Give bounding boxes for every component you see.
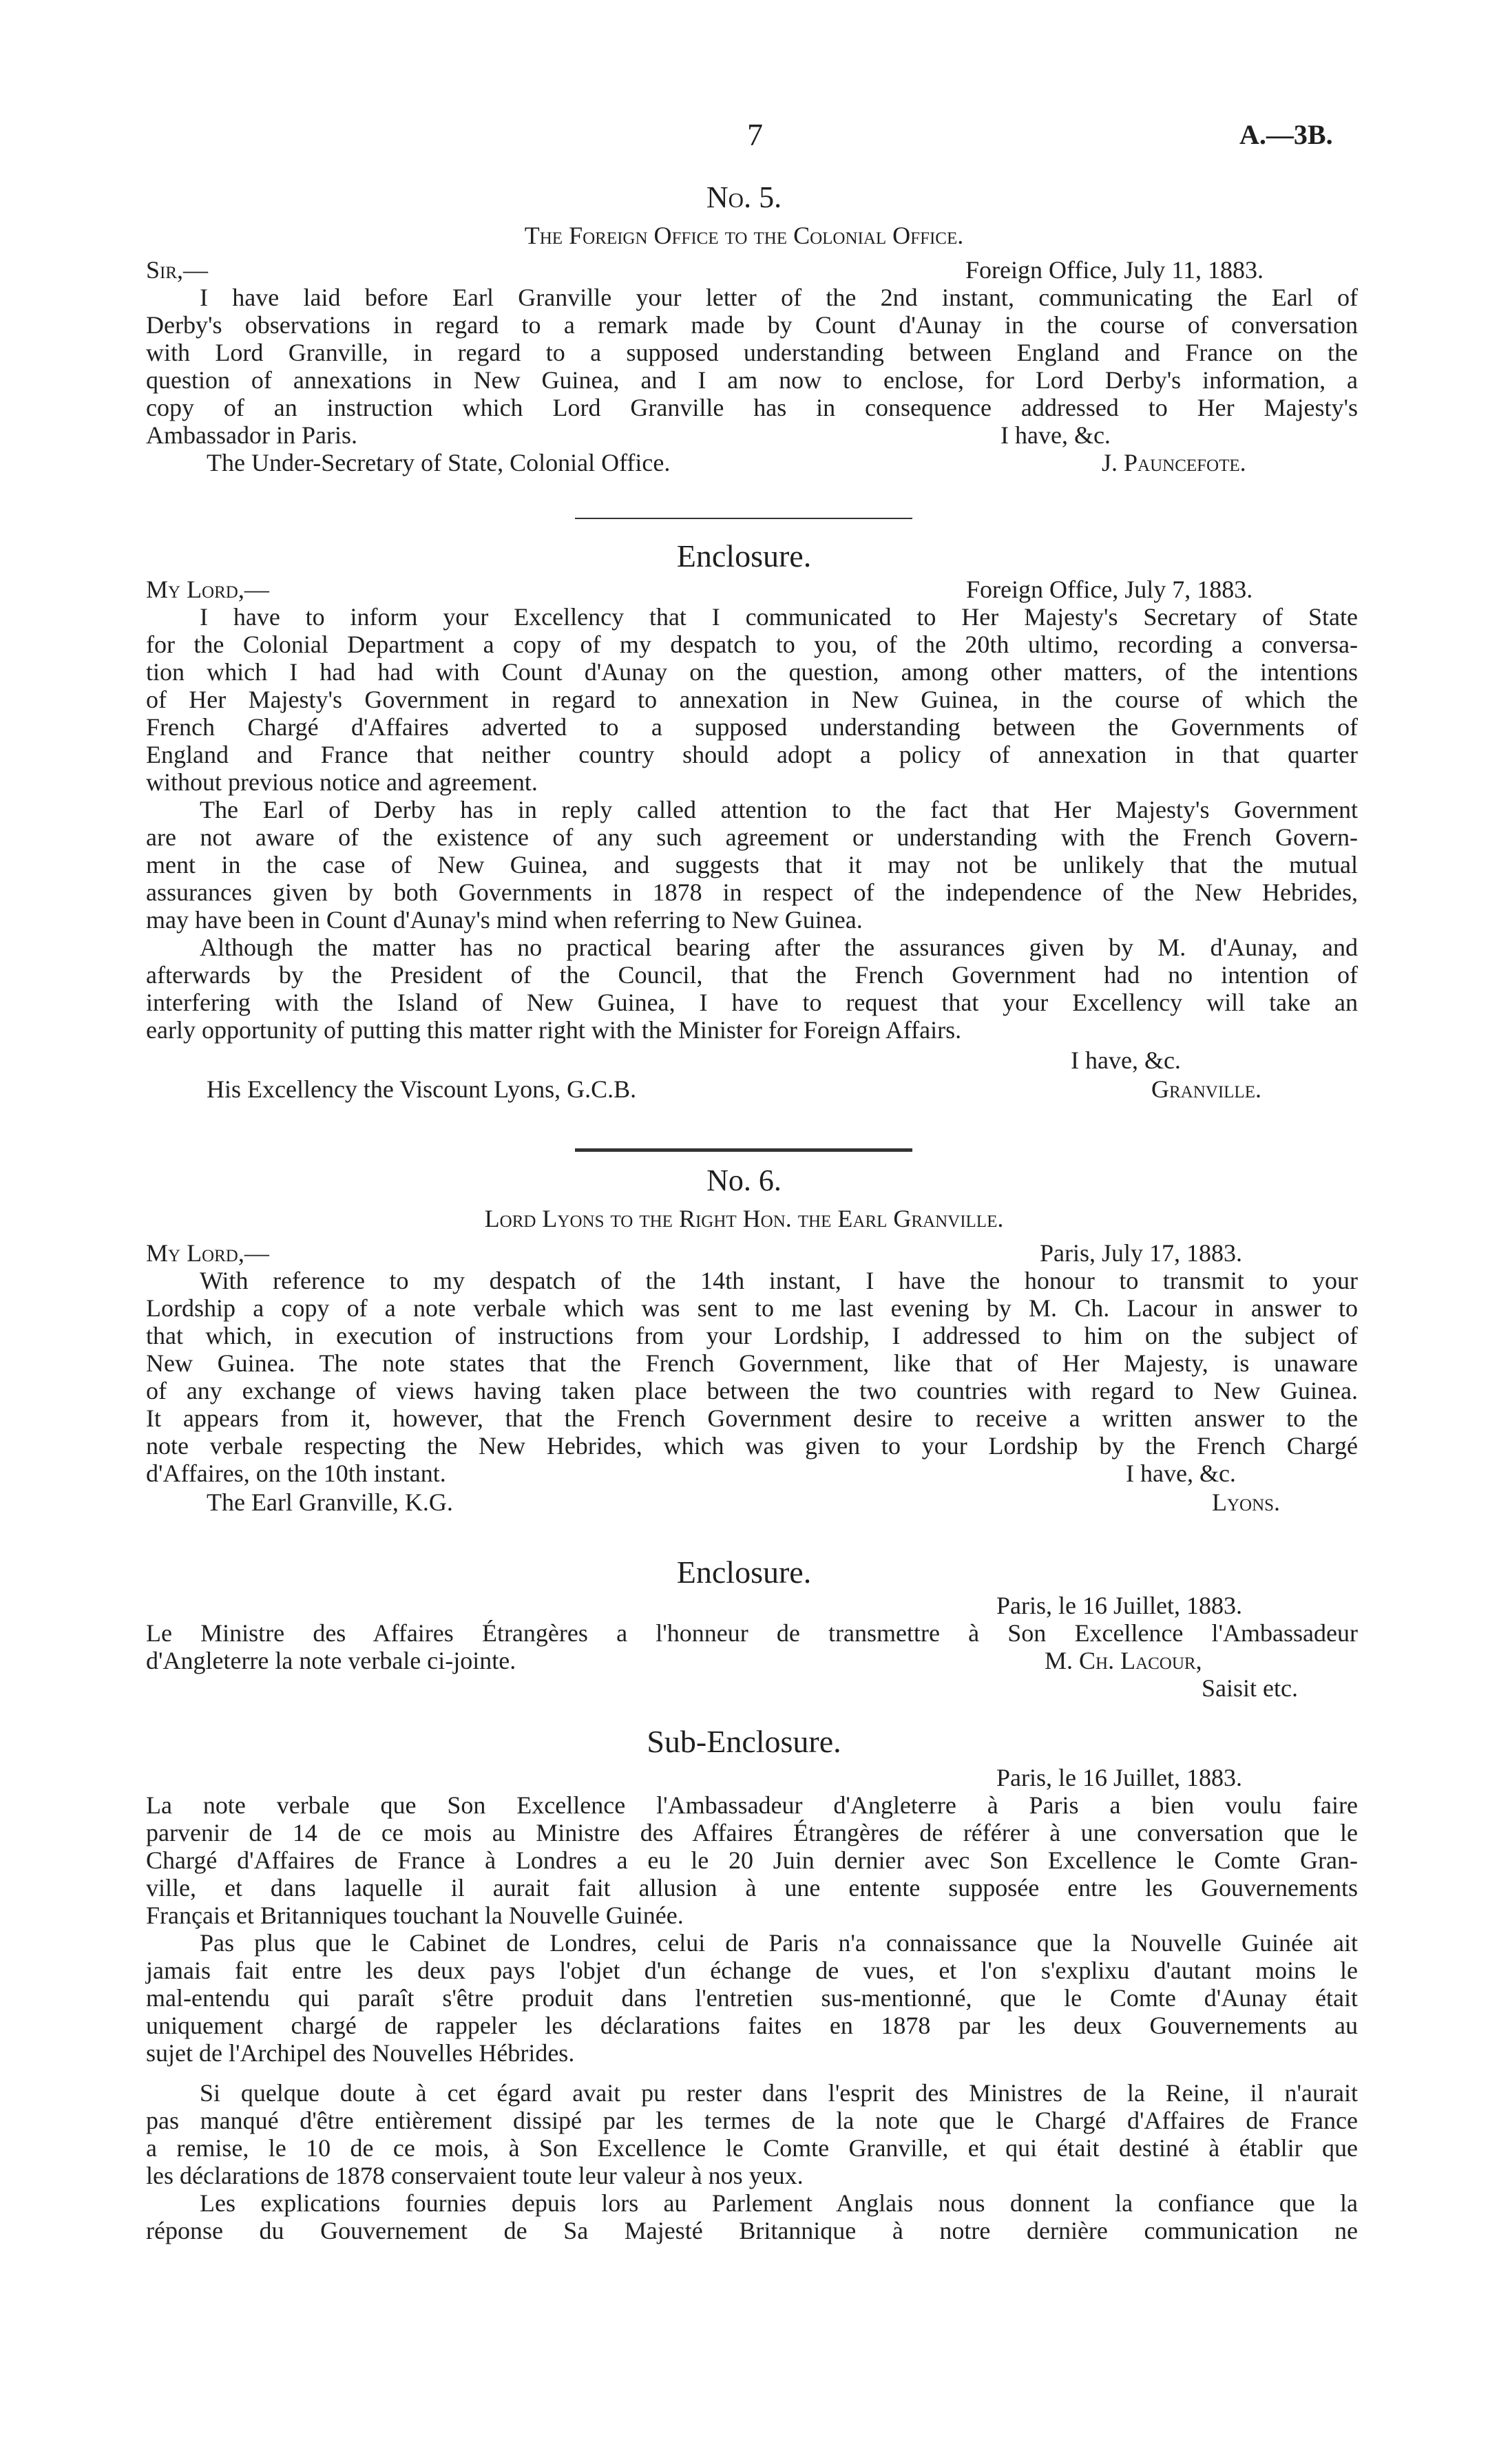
subenclosure-line: mal-entendu qui paraît s'être produit dans l'entretien sus-mentionné, que le Comte d'Aunay était: [146, 1984, 1358, 2012]
page-number: 7: [747, 117, 763, 152]
no6-addressee: The Earl Granville, K.G.: [207, 1488, 453, 1516]
enclosure1-line: England and France that neither country should adopt a policy of annexation in that quarter: [146, 741, 1358, 768]
enclosure1-heading: Enclosure.: [676, 538, 812, 573]
enclosure2-signature: M. Ch. Lacour,: [1045, 1647, 1202, 1674]
no6-line: of any exchange of views having taken place between the two countries with regard to New Guinea.: [146, 1377, 1358, 1404]
enclosure1-line: French Chargé d'Affaires adverted to a supposed understanding between the Governments of: [146, 713, 1358, 741]
enclosure1-line: tion which I had had with Count d'Aunay on the question, among other matters, of the intentions: [146, 658, 1358, 686]
enclosure2-line: d'Angleterre la note verbale ci-jointe.: [146, 1647, 516, 1674]
subenclosure-line: uniquement chargé de rappeler les déclarations faites en 1878 par les deux Gouvernements au: [146, 2012, 1358, 2039]
subenclosure-line: les déclarations de 1878 conservaient toute leur valeur à nos yeux.: [146, 2162, 804, 2189]
subenclosure-dateline: Paris, le 16 Juillet, 1883.: [996, 1764, 1242, 1791]
enclosure1-salutation: My Lord,—: [146, 576, 269, 603]
enclosure1-closing: I have, &c.: [1071, 1046, 1181, 1074]
enclosure1-line: I have to inform your Excellency that I communicated to Her Majesty's Secretary of State: [200, 603, 1358, 631]
no6-dateline: Paris, July 17, 1883.: [1040, 1239, 1243, 1267]
subenclosure-line: La note verbale que Son Excellence l'Ambassadeur d'Angleterre à Paris a bien voulu faire: [146, 1791, 1358, 1819]
enclosure2-heading: Enclosure.: [676, 1555, 812, 1590]
no6-line: that which, in execution of instructions from your Lordship, I addressed to him on the subject of: [146, 1322, 1358, 1349]
enclosure1-line: Although the matter has no practical bearing after the assurances given by M. d'Aunay, and: [200, 934, 1358, 961]
no6-closing: I have, &c.: [1126, 1460, 1236, 1487]
subenclosure-line: parvenir de 14 de ce mois au Ministre des Affaires Étrangères de référer à une conversation que le: [146, 1819, 1358, 1846]
no5-line: question of annexations in New Guinea, and I am now to enclose, for Lord Derby's information, a: [146, 366, 1358, 394]
no6-line: d'Affaires, on the 10th instant.: [146, 1460, 446, 1487]
enclosure1-line: early opportunity of putting this matter right with the Minister for Foreign Affairs.: [146, 1016, 962, 1044]
separator-rule: [575, 1148, 912, 1152]
no6-line: New Guinea. The note states that the French Government, like that of Her Majesty, is unaware: [146, 1349, 1358, 1377]
subenclosure-line: a remise, le 10 de ce mois, à Son Excellence le Comte Granville, et qui était destiné à établir que: [146, 2134, 1358, 2162]
no6-title: Lord Lyons to the Right Hon. the Earl Granville.: [484, 1205, 1004, 1232]
enclosure1-addressee: His Excellency the Viscount Lyons, G.C.B.: [207, 1075, 637, 1103]
subenclosure-line: Pas plus que le Cabinet de Londres, celui de Paris n'a connaissance que la Nouvelle Guinée ait: [200, 1929, 1358, 1957]
subenclosure-line: Les explications fournies depuis lors au Parlement Anglais nous donnent la confiance que la: [200, 2189, 1358, 2217]
no6-line: note verbale respecting the New Hebrides, which was given to your Lordship by the French Chargé: [146, 1432, 1358, 1460]
no6-signature: Lyons.: [1212, 1488, 1281, 1516]
enclosure1-line: assurances given by both Governments in 1878 in respect of the independence of the New Hebrides,: [146, 878, 1358, 906]
subenclosure-line: pas manqué d'être entièrement dissipé par les termes de la note que le Chargé d'Affaires de France: [146, 2107, 1358, 2134]
no5-signature: J. Pauncefote.: [1102, 449, 1246, 476]
enclosure2-line: Le Ministre des Affaires Étrangères a l'honneur de transmettre à Son Excellence l'Ambassadeur: [146, 1619, 1358, 1647]
no5-heading: No. 5.: [706, 180, 782, 214]
no5-line: with Lord Granville, in regard to a supposed understanding between England and France on the: [146, 339, 1358, 366]
enclosure1-dateline: Foreign Office, July 7, 1883.: [966, 576, 1253, 603]
subenclosure-heading: Sub-Enclosure.: [647, 1724, 841, 1759]
enclosure1-line: afterwards by the President of the Council, that the French Government had no intention of: [146, 961, 1358, 989]
no6-line: With reference to my despatch of the 14th instant, I have the honour to transmit to your: [200, 1267, 1358, 1294]
no5-dateline: Foreign Office, July 11, 1883.: [965, 256, 1264, 284]
enclosure1-line: of Her Majesty's Government in regard to annexation in New Guinea, in the course of which the: [146, 686, 1358, 713]
enclosure2-dateline: Paris, le 16 Juillet, 1883.: [996, 1592, 1242, 1619]
enclosure1-line: interfering with the Island of New Guinea, I have to request that your Excellency will take an: [146, 989, 1358, 1016]
no6-salutation: My Lord,—: [146, 1239, 269, 1267]
enclosure1-line: ment in the case of New Guinea, and suggests that it may not be unlikely that the mutual: [146, 851, 1358, 878]
no5-line: copy of an instruction which Lord Granville has in consequence addressed to Her Majesty's: [146, 394, 1358, 421]
enclosure1-line: are not aware of the existence of any such agreement or understanding with the French Govern-: [146, 823, 1358, 851]
enclosure1-line: may have been in Count d'Aunay's mind when referring to New Guinea.: [146, 906, 863, 934]
no5-title: The Foreign Office to the Colonial Office.: [524, 222, 964, 249]
no5-line: Derby's observations in regard to a remark made by Count d'Aunay in the course of conversation: [146, 311, 1358, 339]
subenclosure-line: réponse du Gouvernement de Sa Majesté Britannique à notre dernière communication ne: [146, 2217, 1358, 2244]
no6-line: It appears from it, however, that the French Government desire to receive a written answer to the: [146, 1404, 1358, 1432]
separator-rule: [575, 518, 912, 519]
enclosure1-line: The Earl of Derby has in reply called attention to the fact that Her Majesty's Government: [200, 796, 1358, 823]
series-number: A.—3B.: [1239, 119, 1333, 150]
subenclosure-line: sujet de l'Archipel des Nouvelles Hébrides.: [146, 2039, 575, 2067]
no6-line: Lordship a copy of a note verbale which was sent to me last evening by M. Ch. Lacour in answer to: [146, 1294, 1358, 1322]
subenclosure-line: Chargé d'Affaires de France à Londres a eu le 20 Juin dernier avec Son Excellence le Comte Gran-: [146, 1846, 1358, 1874]
enclosure2-signature-second-line: Saisit etc.: [1202, 1674, 1298, 1702]
subenclosure-line: jamais fait entre les deux pays l'objet d'un échange de vues, et l'on s'explixu d'autant moins le: [146, 1957, 1358, 1984]
no5-line: I have laid before Earl Granville your letter of the 2nd instant, communicating the Earl of: [200, 284, 1358, 311]
no5-addressee: The Under-Secretary of State, Colonial Office.: [207, 449, 671, 476]
subenclosure-line: ville, et dans laquelle il aurait fait allusion à une entente supposée entre les Gouvernements: [146, 1874, 1358, 1902]
subenclosure-line: Français et Britanniques touchant la Nouvelle Guinée.: [146, 1902, 684, 1929]
enclosure1-line: for the Colonial Department a copy of my despatch to you, of the 20th ultimo, recording a conversa-: [146, 631, 1358, 658]
no5-closing: I have, &c.: [1000, 421, 1111, 449]
enclosure1-signature: Granville.: [1151, 1075, 1261, 1103]
subenclosure-line: Si quelque doute à cet égard avait pu rester dans l'esprit des Ministres de la Reine, il n'aurait: [200, 2079, 1358, 2107]
no5-line: Ambassador in Paris.: [146, 421, 357, 449]
enclosure1-line: without previous notice and agreement.: [146, 768, 538, 796]
no6-heading: No. 6.: [706, 1163, 782, 1197]
no5-salutation: Sir,—: [146, 256, 209, 284]
